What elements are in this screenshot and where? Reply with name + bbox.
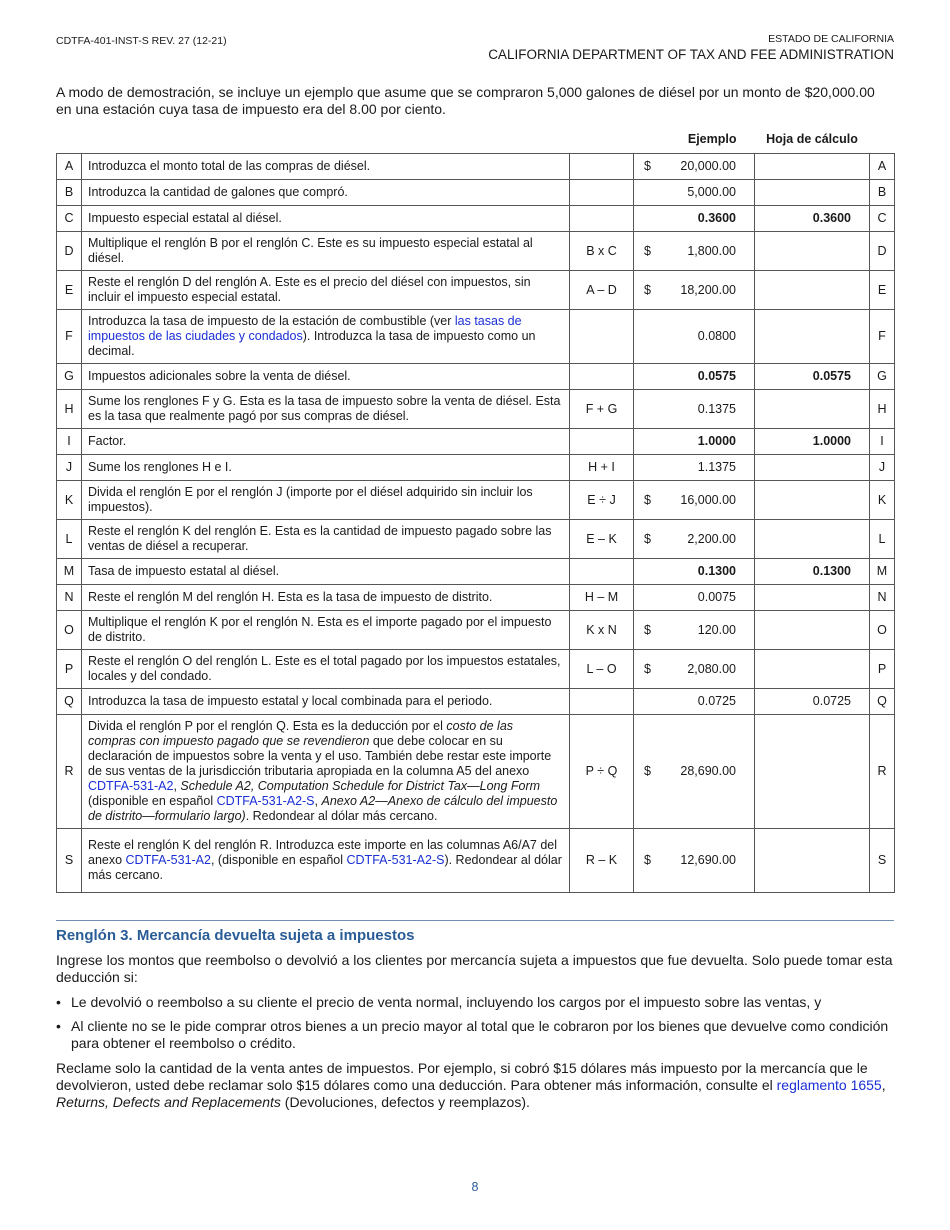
- row-description: [82, 271, 570, 310]
- table-row: [57, 520, 895, 559]
- row-letter-right: G: [870, 364, 895, 390]
- cdtfa-531-a2-s-link[interactable]: CDTFA-531-A2-S: [346, 853, 445, 867]
- description-text: Multiplique el renglón B por el renglón C. Este es su impuesto especial estatal al diésel.: [88, 236, 533, 265]
- row-description: [82, 611, 570, 650]
- example-value: 20,000.00: [680, 159, 736, 173]
- description-text: ,: [314, 794, 322, 808]
- row-example: [634, 271, 755, 310]
- row-letter-right: N: [870, 585, 895, 611]
- example-value: 120.00: [697, 622, 736, 637]
- table-row: [57, 232, 895, 271]
- row-example: [634, 585, 755, 611]
- description-text: Sume los renglones H e I.: [88, 460, 232, 474]
- description-text: ). Redondear al dólar más cercano.: [88, 853, 562, 882]
- example-value: 12,690.00: [680, 853, 736, 867]
- row-example: [634, 429, 755, 455]
- example-value: 0.0075: [697, 590, 736, 604]
- row-example: [634, 689, 755, 715]
- row-worksheet: [755, 455, 870, 481]
- row-description: [82, 650, 570, 689]
- row-description: [82, 455, 570, 481]
- row-worksheet: [755, 650, 870, 689]
- row-letter: F: [57, 310, 82, 364]
- description-text: Tasa de impuesto estatal al diésel.: [88, 564, 280, 578]
- row-worksheet: 1.0000: [755, 429, 870, 455]
- page-number: 8: [471, 1180, 479, 1194]
- row-letter-right: A: [870, 154, 895, 180]
- form-id: CDTFA-401-INST-S REV. 27 (12-21): [56, 35, 227, 47]
- description-text: Anexo A2—Anexo de cálculo del impuesto de distrito—formulario largo): [88, 794, 558, 823]
- row-description: [82, 481, 570, 520]
- row-letter-right: Q: [870, 689, 895, 715]
- row-letter: I: [57, 429, 82, 455]
- row-worksheet: [755, 180, 870, 206]
- dollar-sign: $: [644, 492, 651, 507]
- table-row: [57, 689, 895, 715]
- row-letter: D: [57, 232, 82, 271]
- row-formula: E ÷ J: [570, 481, 634, 520]
- example-value: 0.3600: [697, 211, 736, 225]
- example-value: 5,000.00: [687, 185, 736, 199]
- row-formula: [570, 364, 634, 390]
- table-row: [57, 390, 895, 429]
- row-worksheet: 0.3600: [755, 206, 870, 232]
- description-text: ). Introduzca la tasa de impuesto como un decimal.: [88, 329, 536, 358]
- description-text: costo de las compras con impuesto pagado que se revendieron: [88, 719, 514, 748]
- row-formula: E – K: [570, 520, 634, 559]
- row-letter: G: [57, 364, 82, 390]
- dollar-sign: $: [644, 531, 651, 546]
- row-example: [634, 364, 755, 390]
- row-example: [634, 390, 755, 429]
- row-formula: A – D: [570, 271, 634, 310]
- row-description: [82, 390, 570, 429]
- row-formula: H + I: [570, 455, 634, 481]
- row-formula: R – K: [570, 829, 634, 893]
- table-header: [57, 132, 895, 154]
- row-letter: P: [57, 650, 82, 689]
- table-row: [57, 206, 895, 232]
- row-description: [82, 310, 570, 364]
- row-formula: [570, 154, 634, 180]
- row-letter-right: H: [870, 390, 895, 429]
- table-row: [57, 455, 895, 481]
- row-formula: B x C: [570, 232, 634, 271]
- table-row: [57, 585, 895, 611]
- description-text: Reste el renglón K del renglón E. Esta es la cantidad de impuesto pagado sobre las ventas de diésel a recuperar.: [88, 524, 552, 553]
- condition-list: [56, 994, 894, 1052]
- example-value: 1,800.00: [687, 243, 736, 258]
- row-formula: [570, 310, 634, 364]
- row-formula: [570, 559, 634, 585]
- row-description: [82, 585, 570, 611]
- row-description: [82, 429, 570, 455]
- list-item: • Le devolvió o reembolso a su cliente el precio de venta normal, incluyendo los cargos por el impuesto sobre las ventas, y: [56, 994, 894, 1011]
- description-text: Multiplique el renglón K por el renglón N. Esta es el importe pagado por el impuesto de distrito.: [88, 615, 552, 644]
- table-row: [57, 559, 895, 585]
- description-text: Reste el renglón O del renglón L. Este es el total pagado por los impuestos estatales, locales y del condado.: [88, 654, 561, 683]
- section-paragraph-claim: Reclame solo la cantidad de la venta antes de impuestos. Por ejemplo, si cobró $15 dólares más impuesto por la mercancía que le devolvieron, usted debe reclamar solo $15 dólares como una deducción. Para obtener más información, consulte el reglamento 1655, Returns, Defects and Replacements (Devoluciones, defectos y reemplazos).: [56, 1060, 886, 1110]
- row-letter-right: K: [870, 481, 895, 520]
- description-text: Impuesto especial estatal al diésel.: [88, 211, 282, 225]
- row-letter-right: O: [870, 611, 895, 650]
- table-row: [57, 715, 895, 829]
- row-formula: F + G: [570, 390, 634, 429]
- table-row: [57, 180, 895, 206]
- row-formula: [570, 206, 634, 232]
- row-description: [82, 232, 570, 271]
- worksheet-table: [56, 132, 895, 893]
- row-formula: K x N: [570, 611, 634, 650]
- row-example: [634, 180, 755, 206]
- example-value: 0.1300: [697, 564, 736, 578]
- table-row: [57, 154, 895, 180]
- row-description: [82, 206, 570, 232]
- example-value: 2,200.00: [687, 531, 736, 546]
- row-example: [634, 829, 755, 893]
- row-letter-right: F: [870, 310, 895, 364]
- table-row: [57, 611, 895, 650]
- page-header: [56, 33, 894, 62]
- row-description: [82, 364, 570, 390]
- dollar-sign: $: [644, 853, 651, 867]
- row-description: [82, 180, 570, 206]
- row-letter: E: [57, 271, 82, 310]
- table-row: [57, 429, 895, 455]
- row-worksheet: [755, 232, 870, 271]
- row-worksheet: [755, 585, 870, 611]
- row-letter-right: P: [870, 650, 895, 689]
- description-text: . Redondear al dólar más cercano.: [245, 809, 438, 823]
- row-letter-right: I: [870, 429, 895, 455]
- table-row: [57, 481, 895, 520]
- example-value: 1.1375: [697, 460, 736, 474]
- row-worksheet: 0.1300: [755, 559, 870, 585]
- row-worksheet: [755, 154, 870, 180]
- row-description: [82, 559, 570, 585]
- state-name: ESTADO DE CALIFORNIA: [768, 33, 894, 45]
- row-letter-right: E: [870, 271, 895, 310]
- row-letter: Q: [57, 689, 82, 715]
- row-example: [634, 481, 755, 520]
- example-value: 16,000.00: [680, 492, 736, 507]
- row-letter: H: [57, 390, 82, 429]
- description-text: Divida el renglón E por el renglón J (importe por el diésel adquirido sin incluir los impuestos).: [88, 485, 533, 514]
- row-worksheet: [755, 481, 870, 520]
- row-example: [634, 611, 755, 650]
- table-body: [57, 154, 895, 893]
- example-value: 28,690.00: [680, 764, 736, 778]
- row-example: [634, 715, 755, 829]
- example-value: 1.0000: [697, 434, 736, 448]
- table-row: [57, 829, 895, 893]
- row-letter: S: [57, 829, 82, 893]
- row-description: [82, 520, 570, 559]
- intro-paragraph: A modo de demostración, se incluye un ejemplo que asume que se compraron 5,000 galones de diésel por un monto de $20,000.00 en una estación cuya tasa de impuesto era del 8.00 por ciento.: [56, 84, 875, 117]
- row-example: [634, 520, 755, 559]
- description-text: (disponible en español: [88, 794, 217, 808]
- row-letter: L: [57, 520, 82, 559]
- dollar-sign: $: [644, 661, 651, 676]
- description-text: Reste el renglón K del renglón R. Introduzca este importe en las columnas A6/A7 del anexo: [88, 838, 558, 867]
- row-description: [82, 689, 570, 715]
- row-worksheet: [755, 310, 870, 364]
- row-worksheet: [755, 829, 870, 893]
- row-worksheet: [755, 390, 870, 429]
- description-text: Reste el renglón D del renglón A. Este es el precio del diésel con impuestos, sin incluir el impuesto especial estatal.: [88, 275, 531, 304]
- row-example: [634, 650, 755, 689]
- row-letter: R: [57, 715, 82, 829]
- row-description: [82, 154, 570, 180]
- row-worksheet: [755, 271, 870, 310]
- description-text: Introduzca la tasa de impuesto de la estación de combustible (ver: [88, 314, 455, 328]
- example-value: 18,200.00: [680, 282, 736, 297]
- row-example: [634, 154, 755, 180]
- example-value: 0.0800: [697, 329, 736, 343]
- description-text: Impuestos adicionales sobre la venta de diésel.: [88, 369, 351, 383]
- example-value: 2,080.00: [687, 661, 736, 676]
- row-letter-right: B: [870, 180, 895, 206]
- row-letter-right: L: [870, 520, 895, 559]
- row-letter: C: [57, 206, 82, 232]
- description-text: Factor.: [88, 434, 127, 448]
- row-letter-right: D: [870, 232, 895, 271]
- example-value: 0.0725: [697, 694, 736, 708]
- dollar-sign: $: [644, 622, 651, 637]
- description-text: Introduzca la tasa de impuesto estatal y local combinada para el periodo.: [88, 694, 493, 708]
- col-header-ejemplo: Ejemplo: [687, 132, 737, 146]
- row-example: [634, 310, 755, 364]
- department-name: CALIFORNIA DEPARTMENT OF TAX AND FEE ADMINISTRATION: [488, 47, 894, 62]
- row-worksheet: 0.0725: [755, 689, 870, 715]
- cdtfa-531-a2-link[interactable]: CDTFA-531-A2: [88, 779, 174, 793]
- description-text: , (disponible en español: [210, 853, 347, 867]
- row-formula: L – O: [570, 650, 634, 689]
- row-formula: P ÷ Q: [570, 715, 634, 829]
- example-value: 0.0575: [697, 369, 736, 383]
- cdtfa-531-a2-s-link[interactable]: CDTFA-531-A2-S: [216, 794, 315, 808]
- row-worksheet: [755, 715, 870, 829]
- row-worksheet: [755, 611, 870, 650]
- description-text: que debe colocar en su declaración de impuestos sobre la venta y el uso. También debe restar este importe de sus ventas de la jurisdicción tributaria apropiada en la columna A5 del anexo: [88, 734, 552, 778]
- row-example: [634, 559, 755, 585]
- list-item: • Al cliente no se le pide comprar otros bienes a un precio mayor al total que le cobraron por los bienes que devuelve como condición para obtener el reembolso o crédito.: [56, 1018, 894, 1052]
- row-letter: J: [57, 455, 82, 481]
- description-text: Introduzca la cantidad de galones que compró.: [88, 185, 348, 199]
- regulation-1655-link[interactable]: reglamento 1655: [776, 1077, 882, 1093]
- row-worksheet: [755, 520, 870, 559]
- table-row: [57, 271, 895, 310]
- row-letter-right: M: [870, 559, 895, 585]
- row-example: [634, 206, 755, 232]
- dollar-sign: $: [644, 159, 651, 173]
- row-letter-right: S: [870, 829, 895, 893]
- row-letter: N: [57, 585, 82, 611]
- agency-block: [488, 33, 894, 62]
- row-formula: [570, 180, 634, 206]
- row-formula: [570, 689, 634, 715]
- row-letter: B: [57, 180, 82, 206]
- dollar-sign: $: [644, 282, 651, 297]
- row-letter-right: J: [870, 455, 895, 481]
- description-text: Introduzca el monto total de las compras de diésel.: [88, 159, 371, 173]
- section-heading: Renglón 3. Mercancía devuelta sujeta a impuestos: [56, 927, 415, 944]
- section-line-3: [56, 920, 894, 1111]
- row-example: [634, 455, 755, 481]
- description-text: Sume los renglones F y G. Esta es la tasa de impuesto sobre la venta de diésel. Esta es la tasa que realmente pagó por sus compras de diésel.: [88, 394, 561, 423]
- table-row: [57, 310, 895, 364]
- dollar-sign: $: [644, 764, 651, 778]
- cdtfa-531-a2-link[interactable]: CDTFA-531-A2: [125, 853, 211, 867]
- row-letter-right: C: [870, 206, 895, 232]
- example-value: 0.1375: [697, 401, 736, 416]
- row-letter: M: [57, 559, 82, 585]
- col-header-hoja: Hoja de cálculo: [766, 132, 858, 146]
- row-formula: [570, 429, 634, 455]
- row-description: [82, 829, 570, 893]
- row-letter: A: [57, 154, 82, 180]
- row-letter: O: [57, 611, 82, 650]
- row-letter: K: [57, 481, 82, 520]
- description-text: Reste el renglón M del renglón H. Esta es la tasa de impuesto de distrito.: [88, 590, 493, 604]
- city-county-rates-link[interactable]: las tasas de impuestos de las ciudades y condados: [88, 314, 522, 343]
- section-paragraph: Ingrese los montos que reembolso o devolvió a los clientes por mercancía sujeta a impuestos que fue devuelta. Solo puede tomar esta deducción si:: [56, 952, 893, 985]
- row-formula: H – M: [570, 585, 634, 611]
- row-worksheet: 0.0575: [755, 364, 870, 390]
- row-example: [634, 232, 755, 271]
- table-row: [57, 364, 895, 390]
- page: [56, 33, 894, 1111]
- row-letter-right: R: [870, 715, 895, 829]
- table-row: [57, 650, 895, 689]
- description-text: Schedule A2, Computation Schedule for District Tax—Long Form: [180, 779, 541, 793]
- description-text: Divida el renglón P por el renglón Q. Esta es la deducción por el: [88, 719, 447, 733]
- row-description: [82, 715, 570, 829]
- dollar-sign: $: [644, 243, 651, 258]
- description-text: ,: [173, 779, 181, 793]
